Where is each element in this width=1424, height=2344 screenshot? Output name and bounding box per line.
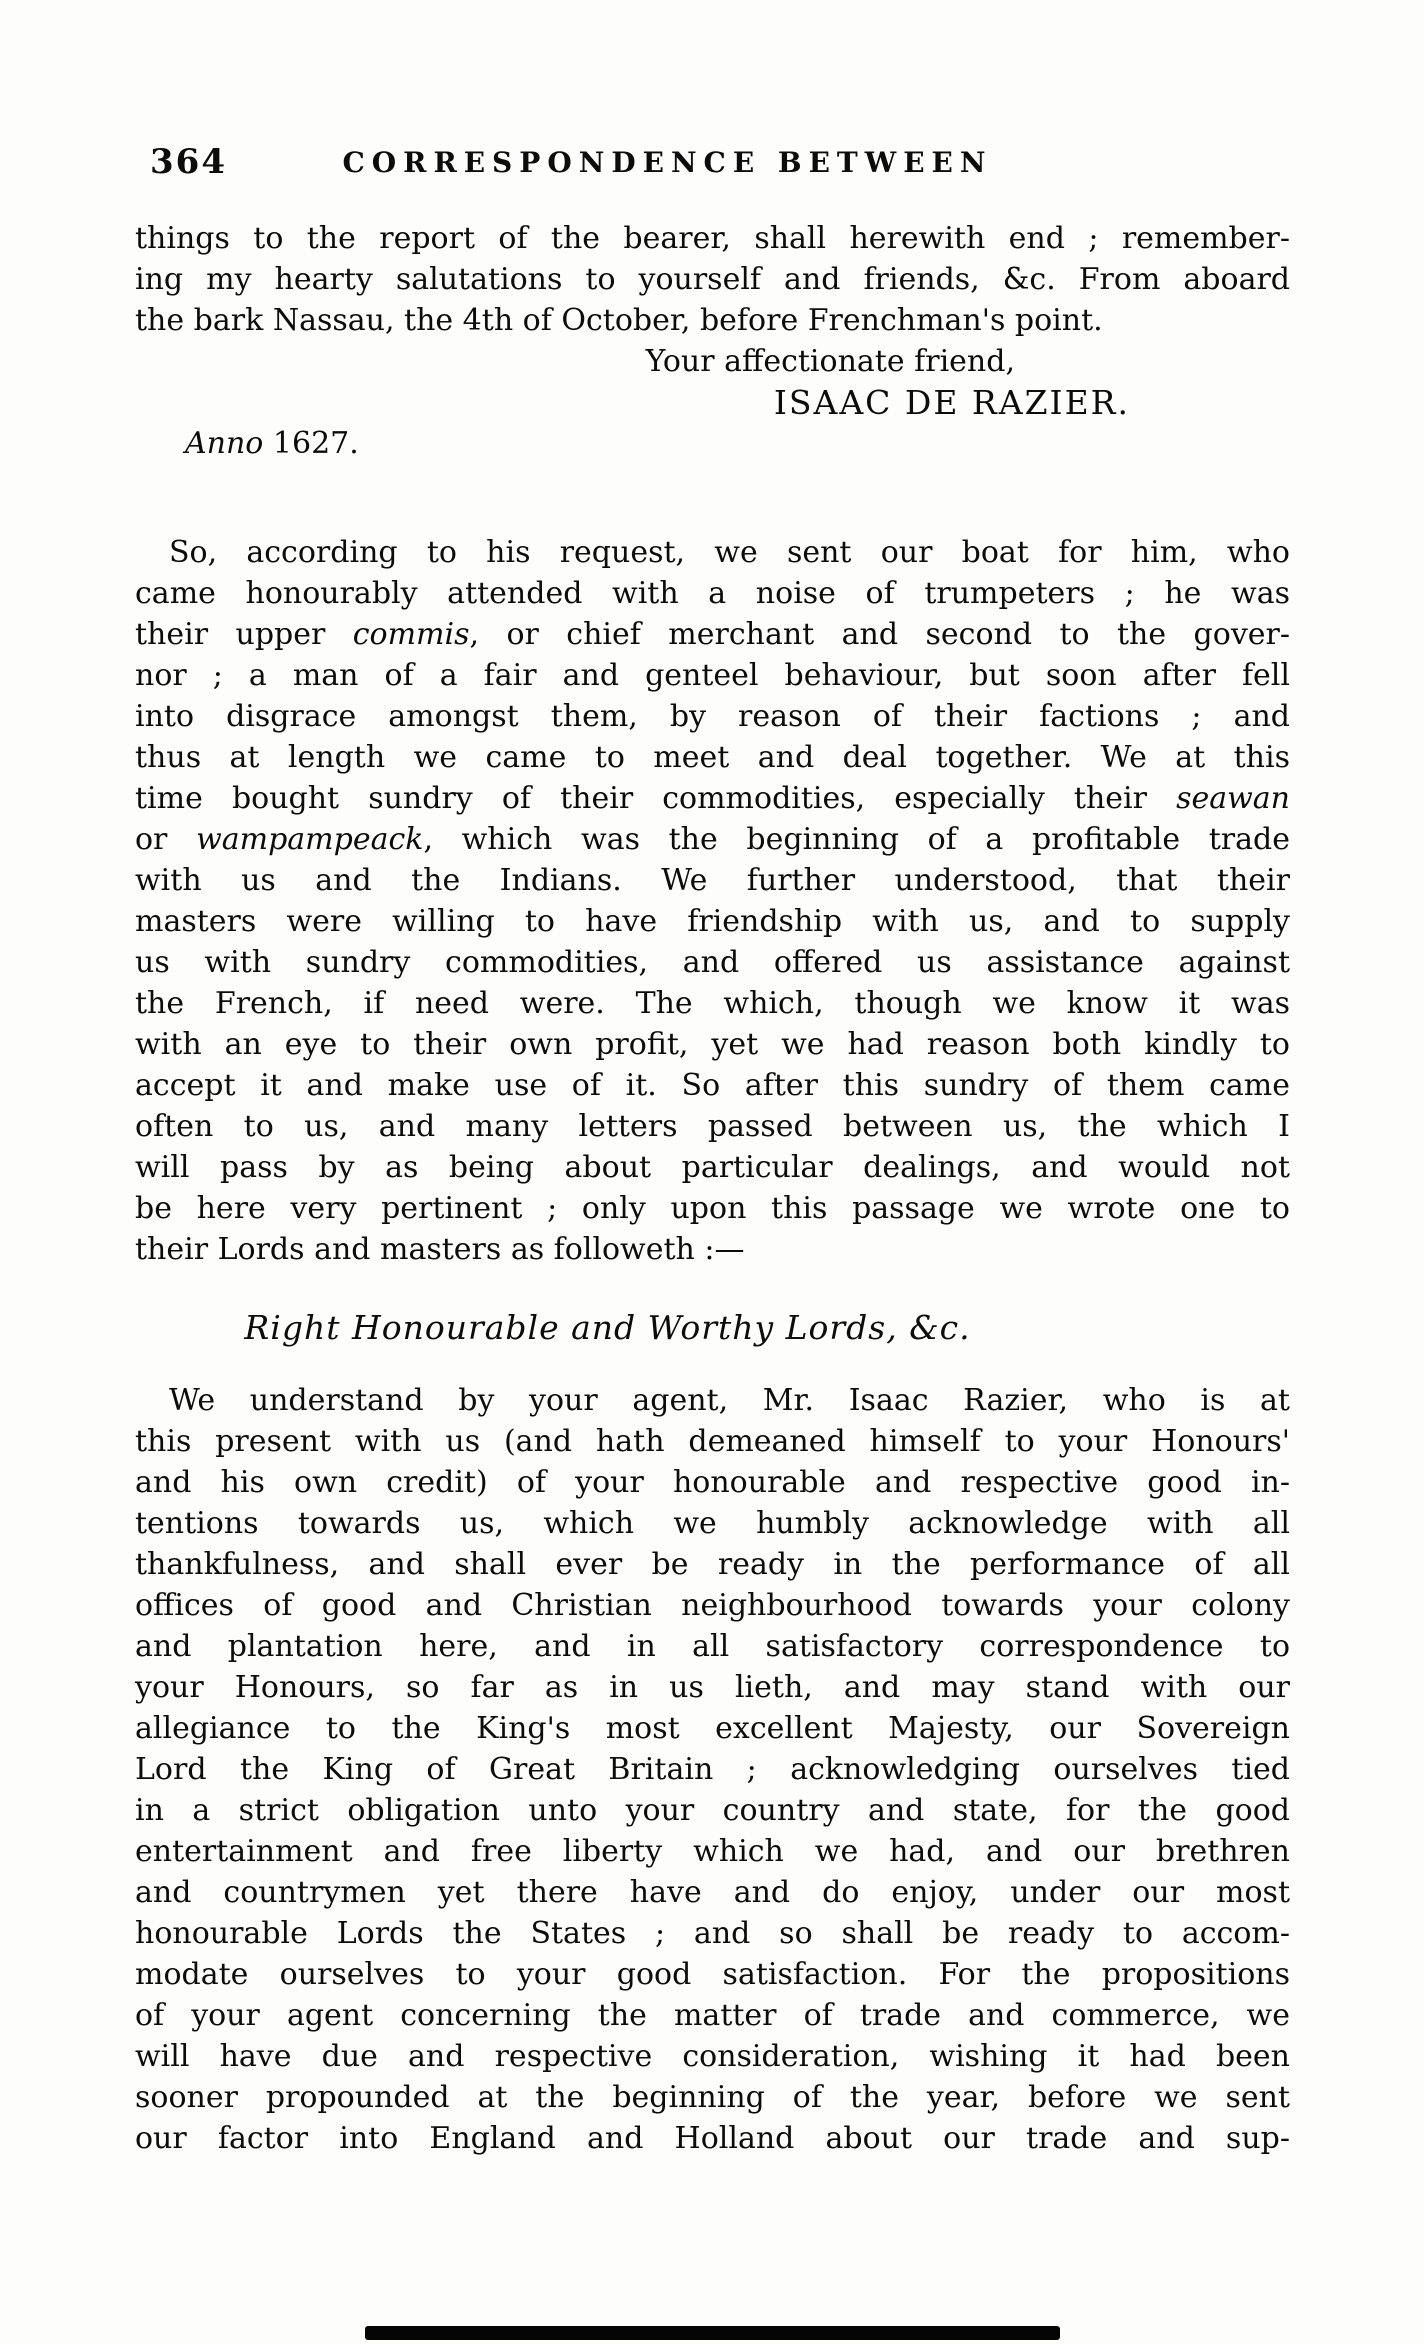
running-header: CORRESPONDENCE BETWEEN: [342, 146, 993, 179]
text-line: thankfulness, and shall ever be ready in the performance of all: [135, 1547, 1290, 1582]
text-line: So, according to his request, we sent our boat for him, who: [169, 535, 1290, 570]
text-line: came honourably attended with a noise of trumpeters ; he was: [135, 576, 1290, 611]
text-line: our factor into England and Holland about our trade and sup-: [135, 2121, 1290, 2156]
text-line: with an eye to their own profit, yet we had reason both kindly to: [135, 1027, 1290, 1062]
text-line: the bark Nassau, the 4th of October, before Frenchman's point.: [135, 303, 1103, 338]
page-number: 364: [150, 142, 227, 182]
text-line: offices of good and Christian neighbourhood towards your colony: [135, 1588, 1290, 1623]
text-line: We understand by your agent, Mr. Isaac Razier, who is at: [169, 1383, 1290, 1418]
text-line: allegiance to the King's most excellent Majesty, our Sovereign: [135, 1711, 1290, 1746]
closing-anno: Anno 1627.: [185, 426, 359, 461]
text-line: into disgrace amongst them, by reason of their factions ; and: [135, 699, 1290, 734]
text-line: or wampampeack, which was the beginning of a profitable trade: [135, 822, 1290, 857]
text-line: their Lords and masters as followeth :—: [135, 1232, 745, 1267]
letter-heading: Right Honourable and Worthy Lords, &c.: [244, 1308, 971, 1347]
paragraph-reply-letter: [135, 1380, 1290, 2159]
text-line: accept it and make use of it. So after this sundry of them came: [135, 1068, 1290, 1103]
text-line: will pass by as being about particular dealings, and would not: [135, 1150, 1290, 1185]
page-content: [135, 140, 1290, 2159]
text-line: thus at length we came to meet and deal together. We at this: [135, 740, 1290, 775]
text-line: and his own credit) of your honourable and respective good in-: [135, 1465, 1290, 1500]
text-line: their upper commis, or chief merchant and second to the gover-: [135, 617, 1290, 652]
text-line: entertainment and free liberty which we had, and our brethren: [135, 1834, 1290, 1869]
text-line: your Honours, so far as in us lieth, and may stand with our: [135, 1670, 1290, 1705]
scan-artifact-bar: [365, 2326, 1060, 2340]
text-line: modate ourselves to your good satisfaction. For the propositions: [135, 1957, 1290, 1992]
text-line: us with sundry commodities, and offered us assistance against: [135, 945, 1290, 980]
paragraph-narrative: [135, 532, 1290, 1270]
text-line: tentions towards us, which we humbly acknowledge with all: [135, 1506, 1290, 1541]
text-line: of your agent concerning the matter of trade and commerce, we: [135, 1998, 1290, 2033]
text-line: and plantation here, and in all satisfactory correspondence to: [135, 1629, 1290, 1664]
closing-salutation: Your affectionate friend,: [645, 344, 1015, 379]
letter-closing: [135, 341, 1290, 464]
text-line: often to us, and many letters passed between us, the which I: [135, 1109, 1290, 1144]
text-line: masters were willing to have friendship with us, and to supply: [135, 904, 1290, 939]
text-line: nor ; a man of a fair and genteel behaviour, but soon after fell: [135, 658, 1290, 693]
text-line: in a strict obligation unto your country and state, for the good: [135, 1793, 1290, 1828]
text-line: Lord the King of Great Britain ; acknowledging ourselves tied: [135, 1752, 1290, 1787]
text-line: sooner propounded at the beginning of the year, before we sent: [135, 2080, 1290, 2115]
text-line: be here very pertinent ; only upon this passage we wrote one to: [135, 1191, 1290, 1226]
closing-signature: ISAAC DE RAZIER.: [773, 383, 1130, 422]
text-line: will have due and respective consideration, wishing it had been: [135, 2039, 1290, 2074]
text-line: ing my hearty salutations to yourself and friends, &c. From aboard: [135, 262, 1290, 297]
text-line: time bought sundry of their commodities, especially their seawan: [135, 781, 1290, 816]
paragraph-letter-end: [135, 218, 1290, 341]
text-line: with us and the Indians. We further understood, that their: [135, 863, 1290, 898]
text-line: the French, if need were. The which, though we know it was: [135, 986, 1290, 1021]
text-line: things to the report of the bearer, shall herewith end ; remember-: [135, 221, 1290, 256]
text-line: honourable Lords the States ; and so shall be ready to accom-: [135, 1916, 1290, 1951]
text-line: this present with us (and hath demeaned himself to your Honours': [135, 1424, 1290, 1459]
page-header: [135, 140, 1290, 180]
text-line: and countrymen yet there have and do enjoy, under our most: [135, 1875, 1290, 1910]
